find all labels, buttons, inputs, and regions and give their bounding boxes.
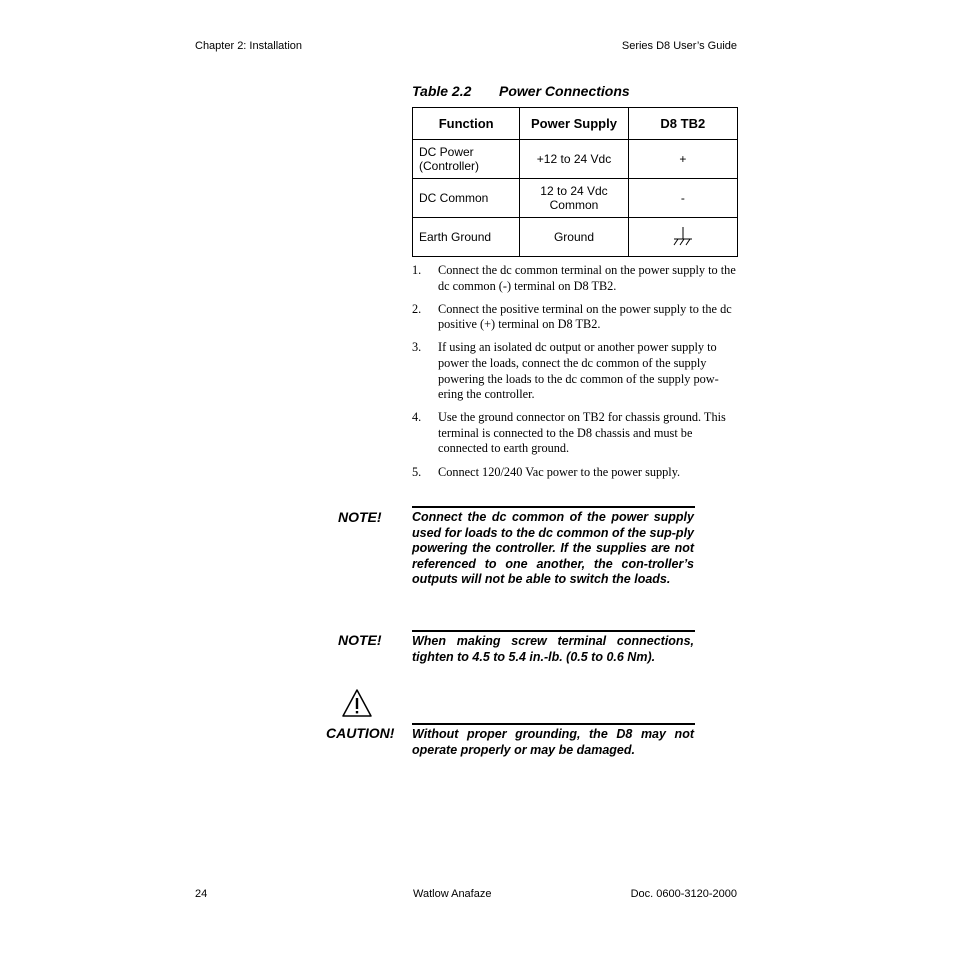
cell-power-supply: +12 to 24 Vdc [520, 140, 628, 179]
list-item [412, 263, 742, 294]
note-rule [412, 506, 695, 508]
table-caption [412, 83, 630, 99]
running-header-chapter: Chapter 2: Installation [195, 40, 303, 52]
column-header-function: Function [413, 108, 520, 140]
note-text: When making screw terminal connections, tighten to 4.5 to 5.4 in.-lb. (0.5 to 0.6 Nm). [412, 634, 694, 664]
table-number: Table 2.2 [412, 83, 472, 99]
cell-power-supply: 12 to 24 Vdc Common [520, 179, 628, 218]
caution-text: Without proper grounding, the D8 may not operate properly or may be damaged. [412, 727, 694, 757]
step-number: 5. [412, 464, 422, 479]
step-text: Connect the dc common terminal on the power supply to the dc common (-) terminal on D8 TB2. [438, 263, 736, 293]
warning-triangle-icon [341, 688, 373, 718]
cell-d8-tb2 [628, 218, 737, 257]
table-row [413, 179, 738, 218]
step-text: Connect 120/240 Vac power to the power supply. [438, 464, 681, 479]
note-label: NOTE! [338, 509, 382, 525]
list-item [412, 410, 742, 457]
cell-function: DC Power (Controller) [413, 140, 520, 179]
step-number: 3. [412, 340, 422, 355]
chassis-ground-icon [671, 226, 695, 248]
cell-function: DC Common [413, 179, 520, 218]
list-item [412, 340, 742, 402]
table-row [413, 140, 738, 179]
table-row [413, 218, 738, 257]
running-header-title: Series D8 User’s Guide [621, 40, 737, 52]
note-label: NOTE! [338, 632, 382, 648]
step-text: If using an isolated dc output or another power supply to power the loads, connect the dc common of the supply powering the loads to the dc common of the supply pow-ering the controller. [438, 340, 719, 402]
caution-rule [412, 723, 695, 725]
table-title: Power Connections [499, 83, 630, 99]
caution-label: CAUTION! [326, 725, 395, 741]
column-header-power-supply: Power Supply [520, 108, 628, 140]
page-number: 24 [195, 888, 208, 900]
list-item [412, 302, 742, 333]
column-header-d8-tb2: D8 TB2 [628, 108, 737, 140]
note-rule [412, 630, 695, 632]
note-text: Connect the dc common of the power supply used for loads to the dc common of the sup-ply powering the controller. If the supplies are not referenced to one another, the con-troller’s outputs will not be able to switch the loads. [412, 510, 694, 587]
installation-steps [412, 263, 742, 488]
cell-d8-tb2: + [628, 140, 737, 179]
power-connections-table [412, 107, 738, 257]
cell-function: Earth Ground [413, 218, 520, 257]
step-number: 2. [412, 301, 422, 316]
step-number: 1. [412, 263, 422, 277]
cell-power-supply: Ground [520, 218, 628, 257]
step-text: Use the ground connector on TB2 for chassis ground. This terminal is connected to the D8 chassis and must be connected to earth ground. [438, 410, 726, 456]
step-text: Connect the positive terminal on the power supply to the dc positive (+) terminal on D8 TB2. [438, 301, 732, 332]
step-number: 4. [412, 410, 422, 425]
document-number: Doc. 0600-3120-2000 [630, 888, 737, 900]
footer-publisher: Watlow Anafaze [413, 888, 492, 900]
cell-d8-tb2: - [628, 179, 737, 218]
list-item [412, 465, 742, 481]
table-header-row [413, 108, 738, 140]
